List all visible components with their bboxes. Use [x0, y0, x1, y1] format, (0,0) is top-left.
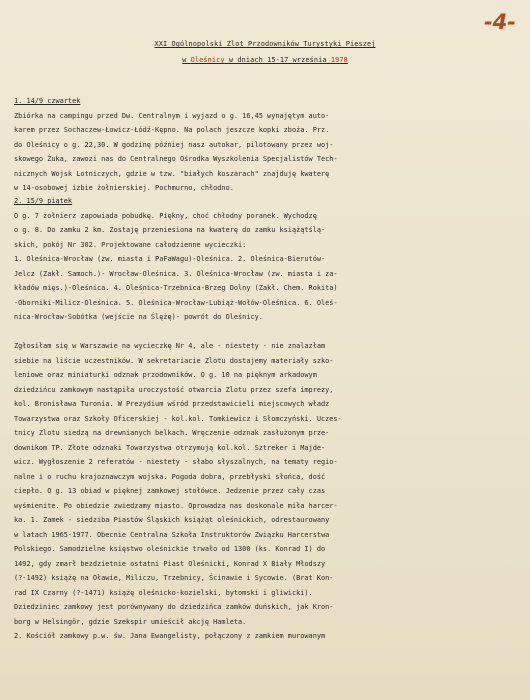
- excursion-line: kładów mięs.)-Oleśnica. 4. Oleśnica-Trzebnica-Brzeg Dolny (Zakł. Chem. Rokita): [14, 284, 338, 292]
- narrative-line: siebie na liście uczestników. W sekretariacie Zlotu dostajemy materiały szko-: [14, 356, 334, 365]
- narrative-line: leniowe oraz miniaturki odznak przodowników. O g. 10 na pięknym arkadowym: [14, 371, 317, 379]
- document-title: XXI Ogólnopolski Zlot Przodowników Turystyki Pieszej: [154, 40, 376, 48]
- excursion-line: 1. Oleśnica-Wrocław (zw. miasta i PaFaWagu)-Oleśnica. 2. Oleśnica-Bierutów-: [14, 255, 326, 263]
- section-1-heading: [14, 94, 520, 109]
- narrative-line: tnicy Zlotu siedzą na drewnianych belkach. Wręczenie odznak zasłużonym prze-: [14, 429, 330, 437]
- section-1-line: skowego Żuka, zawozi nas do Centralnego Ośrodka Wyszkolenia Specjalistów Tech-: [14, 155, 338, 163]
- narrative-line: wyśmienite. Po obiedzie zwiedzamy miasto. Oprowadza nas doskonale miła harcer-: [14, 501, 338, 510]
- page-number: -4-: [483, 10, 516, 34]
- section-2-line: skich, pokój Nr 302. Projektowane całodzienne wycieczki:: [14, 240, 247, 249]
- narrative-line: ciepło. O g. 13 obiad w pięknej zamkowej stołówce. Jedzenie przez cały czas: [14, 487, 326, 495]
- subtitle-prefix: w: [182, 56, 191, 64]
- narrative-line: Towarzystwa oraz Szkoły Oficerskiej - kol.kol. Tomkiewicz i Słomczyński. Uczes-: [14, 414, 342, 423]
- subtitle-dates: w dniach 15-17 września: [224, 56, 331, 64]
- section-1-line: karem przez Sochaczew-Łowicz-Łódź-Kępno. Na polach jeszcze kopki zboża. Prz.: [14, 126, 330, 134]
- narrative-line: dziedzińcu zamkowym nastąpiła uroczystość otwarcia Zlotu przez szefa imprezy,: [14, 385, 334, 394]
- narrative-line: Zgłosiłam się w Warszawie na wycieczkę Nr 4, ale - niestety - nie znalazłam: [14, 342, 326, 350]
- narrative-line: borg w Helsingör, gdzie Szekspir umieścił akcję Hamleta.: [14, 617, 247, 626]
- section-2-heading: [14, 194, 520, 209]
- narrative-line: kol. Bronisława Turonia. W Prezydium wśród przedstawicieli miejscowych władz: [14, 400, 330, 408]
- narrative-line: ka. 1. Zamek - siedziba Piastów Śląskich książąt oleśnickich, odrestaurowany: [14, 516, 330, 524]
- section-1-line: do Oleśnicy o g. 22,30. W godzinę później nasz autokar, pilotowany przez woj-: [14, 140, 334, 149]
- narrative-line: Dziedziniec zamkowy jest porównywany do dziedzińca zamków duńskich, jak Kron-: [14, 603, 334, 611]
- section-1-heading-text: 1. 14/9 czwartek: [14, 97, 81, 105]
- section-2-heading-text: 2. 15/9 piątek: [14, 197, 73, 205]
- narrative-line: Polskiego. Samodzielne księstwo oleśnickie trwało od 1300 (ks. Konrad I) do: [14, 545, 326, 553]
- narrative-line: (?-1492) książę na Oławie, Miliczu, Trzebnicy, Ścinawie i Sycowie. (Brat Kon-: [14, 574, 334, 582]
- section-1-line: w 14-osobowej izbie żołnierskiej. Pochmurno, chłodno.: [14, 184, 234, 192]
- narrative-line: 2. Kościół zamkowy p.w. św. Jana Ewangelisty, połączony z zamkiem murowanym: [14, 632, 326, 640]
- narrative-line: wicz. Wygłoszenie 2 referatów - niestety - słabo słyszalnych, na tematy regio-: [14, 458, 338, 466]
- subtitle-year: 1978: [330, 56, 348, 64]
- section-2-line: O g. 7 żołnierz zapowiada pobudkę. Piękny, choć chłodny poranek. Wychodzę: [14, 211, 317, 220]
- excursion-line: -Oborniki-Milicz-Oleśnica. 5. Oleśnica-Wrocław-Lubiąż-Wołów-Oleśnica. 6. Oleś-: [14, 298, 338, 307]
- subtitle-city: Oleśnicy: [190, 56, 225, 64]
- narrative-line: w latach 1965-1977. Obecnie Centralna Szkoła Instruktorów Związku Harcerstwa: [14, 530, 330, 539]
- narrative-line: nalne i o ruchu krajoznawczym wojska. Pogoda dobra, przebłyski słońca, dość: [14, 472, 326, 481]
- excursion-line: Jelcz (Zakł. Samoch.)- Wrocław-Oleśnica. 3. Oleśnica-Wrocław (zw. miasta i za-: [14, 269, 338, 278]
- narrative-line: rad IX Czarny (?-1471) książę oleśnicko-kozielski, bytomski i gliwicki).: [14, 588, 313, 597]
- section-2: [14, 194, 520, 325]
- section-1-line: nicznych Wojsk Lotniczych, gdzie w tzw. "białych koszarach" znajduję kwaterę: [14, 169, 330, 178]
- section-2-line: o g. 8. Do zamku 2 km. Zostaję przeniesiona na kwaterę do zamku książątślą-: [14, 226, 326, 234]
- narrative-line: 1492, gdy zmarł bezdzietnie ostatni Piast Oleśnicki, Konrad X Biały Młodszy: [14, 559, 326, 568]
- section-1-line: Zbiórka na campingu przed Dw. Centralnym i wyjazd o g. 16,45 wynajętym auto-: [14, 111, 330, 120]
- narrative-line: downikom TP. Złote odznaki Towarzystwa otrzymują kol.kol. Sztreker i Majde-: [14, 443, 326, 452]
- section-2-narrative: [14, 339, 520, 644]
- section-1: [14, 94, 520, 196]
- excursion-line: nica-Wrocław-Sobótka (wejście na Ślężę)- powrót do Oleśnicy.: [14, 313, 263, 321]
- document-subtitle: [0, 56, 530, 64]
